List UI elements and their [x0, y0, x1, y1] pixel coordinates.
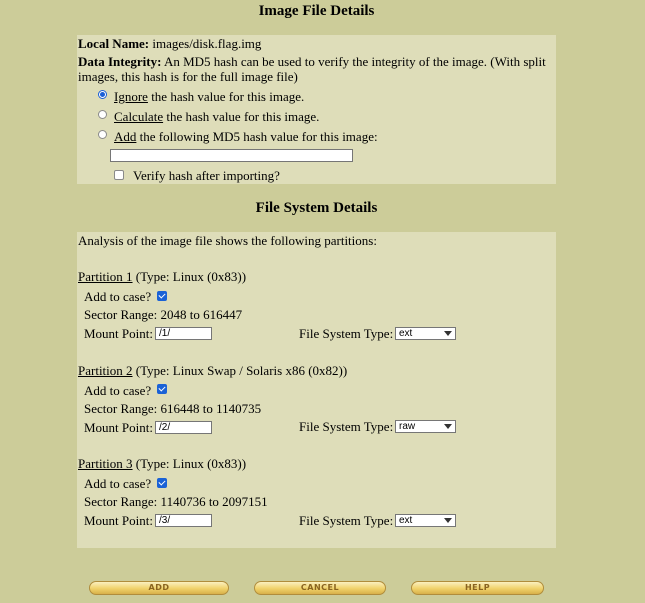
hash-ignore-radio[interactable] [98, 90, 107, 99]
local-name-value: images/disk.flag.img [152, 36, 262, 51]
partition-1-add-label: Add to case? [84, 289, 152, 304]
data-integrity-row [78, 54, 548, 84]
partition-2-sector-row: Sector Range: 616448 to 1140735 [84, 401, 262, 416]
hash-add-label[interactable]: Add the following MD5 hash value for this image: [114, 129, 378, 144]
image-file-details-title: Image File Details [258, 3, 375, 19]
partition-2-fstype-label: File System Type: [299, 419, 394, 434]
partition-1-type: (Type: Linux (0x83)) [135, 269, 247, 284]
file-system-panel [77, 232, 556, 548]
chevron-down-icon [444, 518, 452, 523]
partition-2-header [78, 363, 347, 379]
hash-calculate-label[interactable]: Calculate the hash value for this image. [114, 109, 320, 124]
partition-1-header [78, 269, 246, 285]
partition-2-sector-range: 616448 to 1140735 [160, 401, 262, 416]
partition-3-fstype-select[interactable]: ext [395, 514, 456, 527]
partition-2-add-label: Add to case? [84, 383, 152, 398]
chevron-down-icon [444, 331, 452, 336]
partition-1-sector-row: Sector Range: 2048 to 616447 [84, 307, 243, 322]
local-name-label: Local Name: [78, 36, 150, 51]
partition-1-sector-range: 2048 to 616447 [160, 307, 243, 322]
partition-3-add-checkbox[interactable] [157, 478, 167, 488]
partition-2-type: (Type: Linux Swap / Solaris x86 (0x82)) [135, 363, 348, 378]
add-button[interactable]: ADD [89, 581, 229, 595]
md5-hash-input[interactable] [110, 149, 353, 162]
partition-3-fstype-label: File System Type: [299, 513, 394, 528]
partitions-intro: Analysis of the image file shows the following partitions: [78, 233, 377, 248]
partition-2-mount-label: Mount Point: [84, 420, 153, 435]
hash-ignore-label[interactable]: Ignore the hash value for this image. [114, 89, 305, 104]
partition-2-name: Partition 2 [78, 363, 133, 378]
partition-1-mount-label: Mount Point: [84, 326, 153, 341]
partition-2-fstype-select[interactable]: raw [395, 420, 456, 433]
partition-3-name: Partition 3 [78, 456, 133, 471]
partition-1-fstype-label: File System Type: [299, 326, 394, 341]
verify-hash-checkbox[interactable] [114, 170, 124, 180]
verify-hash-label: Verify hash after importing? [133, 168, 280, 183]
help-button[interactable]: HELP [411, 581, 544, 595]
partition-1-name: Partition 1 [78, 269, 133, 284]
partition-2-mount-input[interactable]: /2/ [155, 421, 212, 434]
image-details-panel [77, 35, 556, 184]
partition-3-mount-label: Mount Point: [84, 513, 153, 528]
partition-3-header [78, 456, 246, 472]
partition-3-mount-input[interactable]: /3/ [155, 514, 212, 527]
file-system-details-title: File System Details [255, 200, 378, 216]
data-integrity-label: Data Integrity: [78, 54, 162, 69]
partition-1-fstype-select[interactable]: ext [395, 327, 456, 340]
partition-1-add-checkbox[interactable] [157, 291, 167, 301]
partition-3-type: (Type: Linux (0x83)) [135, 456, 247, 471]
partition-3-add-label: Add to case? [84, 476, 152, 491]
local-name-row [78, 36, 261, 52]
hash-calculate-radio[interactable] [98, 110, 107, 119]
data-integrity-text: An MD5 hash can be used to verify the integrity of the image. (With split images, this hash is for the full image file) [78, 54, 546, 84]
partition-2-add-checkbox[interactable] [157, 384, 167, 394]
partition-1-mount-input[interactable]: /1/ [155, 327, 212, 340]
hash-add-radio[interactable] [98, 130, 107, 139]
partition-3-sector-range: 1140736 to 2097151 [160, 494, 268, 509]
partition-3-sector-row: Sector Range: 1140736 to 2097151 [84, 494, 268, 509]
chevron-down-icon [444, 424, 452, 429]
cancel-button[interactable]: CANCEL [254, 581, 386, 595]
